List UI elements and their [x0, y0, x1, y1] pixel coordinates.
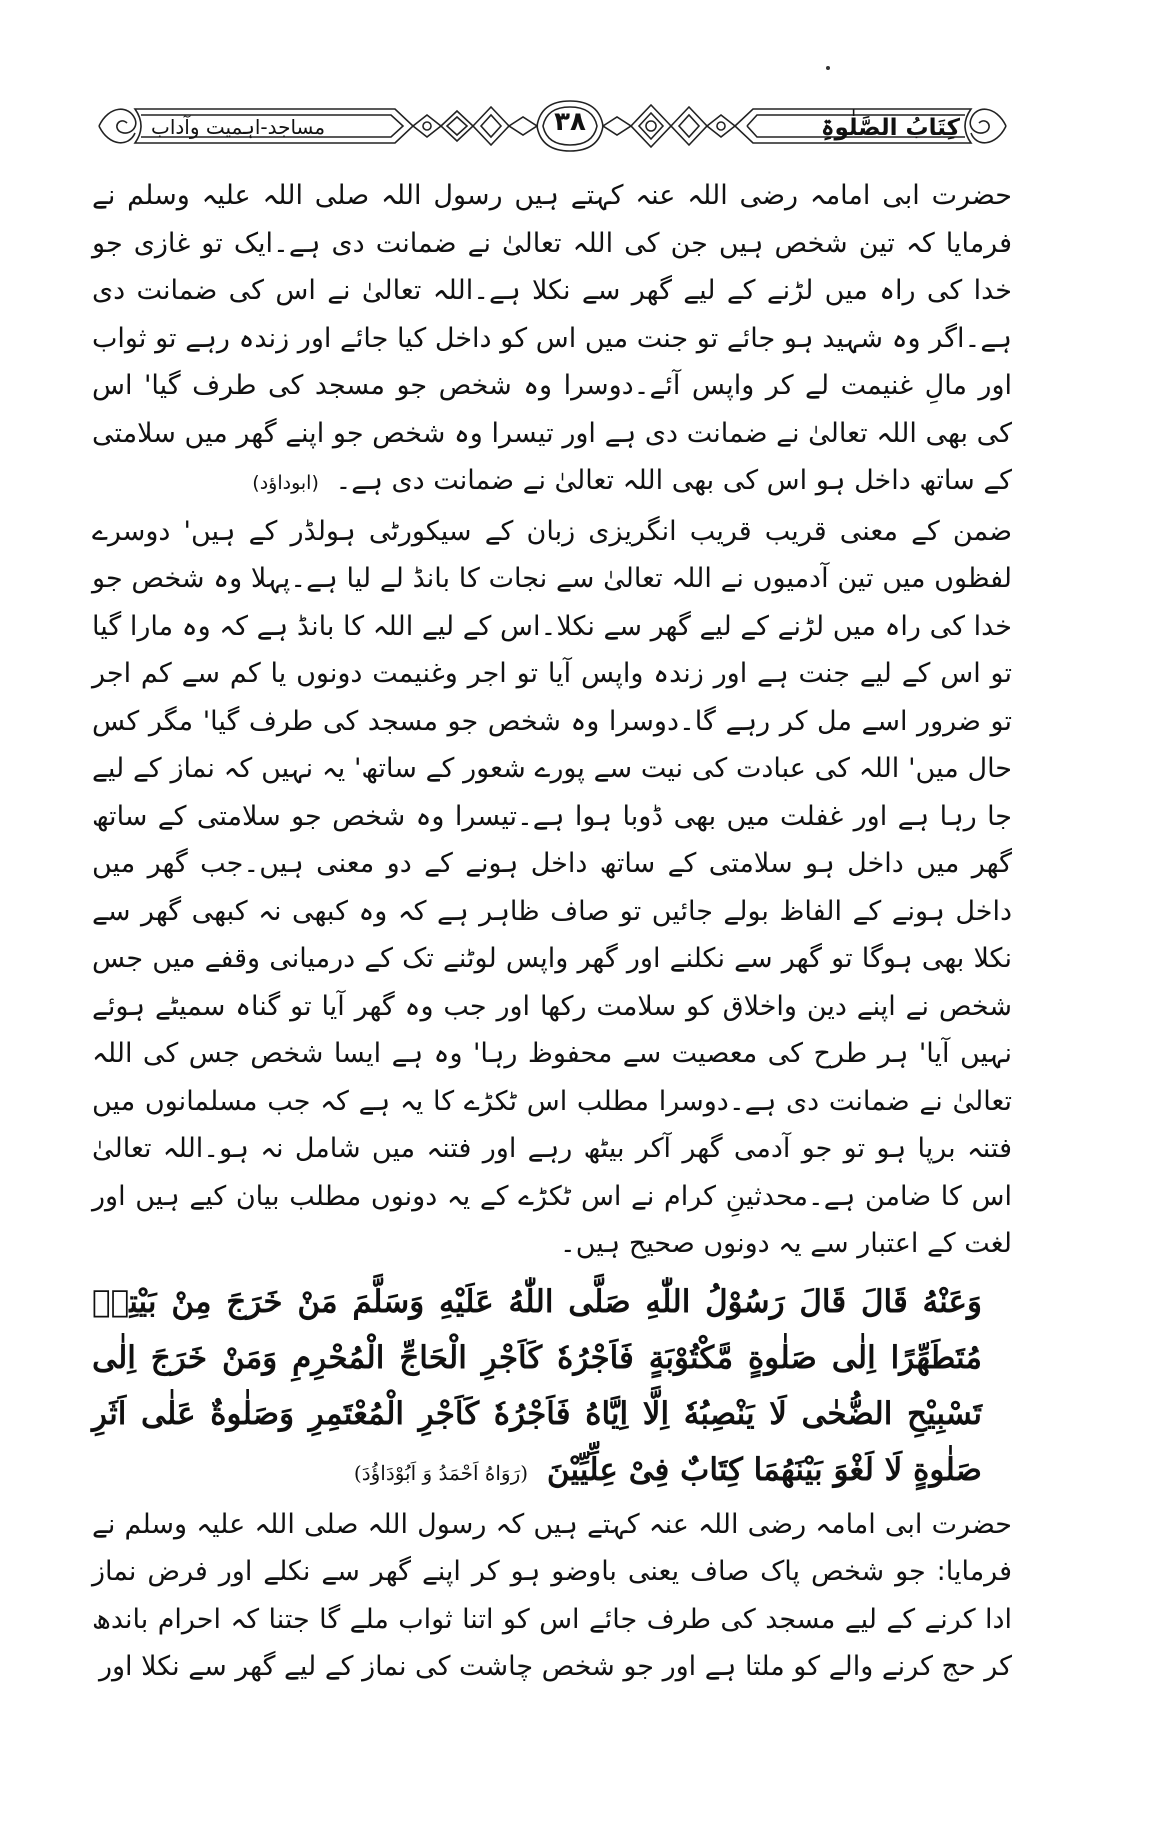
page-number: ۳۸ [554, 107, 586, 137]
print-speck [826, 66, 830, 70]
explanation-paragraph [92, 508, 1012, 1268]
reference: (ابوداؤد) [252, 472, 319, 494]
paragraph-text: حضرت ابی امامہ رضی اللہ عنہ کہتے ہیں رسول اللہ صلی اللہ علیہ وسلم نے فرمایا کہ تین شخص ہیں جن کی اللہ تعالیٰ نے ضمانت دی ہے۔ایک تو غازی جو خدا کی راہ میں لڑنے کے لیے گھر سے نکلا ہے۔اللہ تعالیٰ نے اس کی ضمانت دی ہے۔اگر وہ شہید ہو جائے تو جنت میں اس کو داخل کیا جائے اور زندہ رہے تو ثواب اور مالِ غنیمت لے کر واپس آئے۔دوسرا وہ شخص جو مسجد کی طرف گیا' اس کی بھی اللہ تعالیٰ نے ضمانت دی ہے اور تیسرا وہ شخص جو اپنے گھر میں سلامتی کے ساتھ داخل ہو اس کی بھی اللہ تعالیٰ نے ضمانت دی ہے۔ [92, 180, 1012, 496]
reference: (رَوَاهُ اَحْمَدُ وَ اَبُوْدَاؤُدَ) [353, 1460, 529, 1485]
arabic-hadith [92, 1274, 1012, 1501]
chapter-title: مساجد-اہمیت وآداب [151, 115, 326, 139]
page-header [95, 95, 1010, 157]
book-title: کِتَابُ الصَّلٰوۃِ [821, 115, 960, 141]
page-body [92, 172, 1012, 1691]
paragraph-text: حضرت ابی امامہ رضی اللہ عنہ کہتے ہیں کہ رسول اللہ صلی اللہ علیہ وسلم نے فرمایا: جو شخص پاک صاف یعنی باوضو ہو کر اپنے گھر سے نکلے اور فرض نماز ادا کرنے کے لیے مسجد کی طرف جائے اس کو اتنا ثواب ملے گا جتنا کہ احرام باندھ کر حج کرنے والے کو ملتا ہے اور جو شخص چاشت کی نماز کے لیے گھر سے نکلا اور [92, 1508, 1012, 1682]
translation-paragraph [92, 1501, 1012, 1691]
hadith-paragraph [92, 172, 1012, 508]
paragraph-text: ضمن کے معنی قریب قریب انگریزی زبان کے سیکورٹی ہولڈر کے ہیں' دوسرے لفظوں میں تین آدمیوں نے اللہ تعالیٰ سے نجات کا بانڈ لے لیا ہے۔پہلا وہ شخص جو خدا کی راہ میں لڑنے کے لیے گھر سے نکلا۔اس کے لیے اللہ کا بانڈ ہے کہ وہ مارا گیا تو اس کے لیے جنت ہے اور زندہ واپس آیا تو اجر وغنیمت دونوں یا کم سے کم اجر تو ضرور اسے مل کر رہے گا۔دوسرا وہ شخص جو مسجد کی طرف گیا' مگر کس حال میں' اللہ کی عبادت کی نیت سے پورے شعور کے ساتھ' یہ نہیں کہ نماز کے لیے جا رہا ہے اور غفلت میں بھی ڈوبا ہوا ہے۔تیسرا وہ شخص جو سلامتی کے ساتھ گھر میں داخل ہو سلامتی کے ساتھ داخل ہونے کے دو معنی ہیں۔جب گھر میں داخل ہونے کے الفاظ بولے جائیں تو صاف ظاہر ہے کہ وہ کبھی نہ کبھی گھر سے نکلا بھی ہوگا تو گھر سے نکلنے اور گھر واپس لوٹنے تک کے درمیانی وقفے میں جس شخص نے اپنے دین واخلاق کو سلامت رکھا اور جب وہ گھر آیا تو گناہ سمیٹے ہوئے نہیں آیا' ہر طرح کی معصیت سے محفوظ رہا' وہ ہے ایسا شخص جس کی اللہ تعالیٰ نے ضمانت دی ہے۔دوسرا مطلب اس ٹکڑے کا یہ ہے کہ جب مسلمانوں میں فتنہ برپا ہو تو جو آدمی گھر آکر بیٹھ رہے اور فتنہ میں شامل نہ ہو۔اللہ تعالیٰ اس کا ضامن ہے۔محدثینِ کرام نے اس ٹکڑے کے یہ دونوں مطلب بیان کیے ہیں اور لغت کے اعتبار سے یہ دونوں صحیح ہیں۔ [92, 515, 1012, 1259]
arabic-text: وَعَنْهُ قَالَ قَالَ رَسُوْلُ اللّٰهِ صَلَّى اللّٰهُ عَلَيْهِ وَسَلَّمَ مَنْ خَرَجَ مِنْ بَيْتِهٖ مُتَطَهِّرًا اِلٰى صَلٰوةٍ مَّكْتُوْبَةٍ فَاَجْرُهٗ كَاَجْرِ الْحَاجِّ الْمُحْرِمِ وَمَنْ خَرَجَ اِلٰى تَسْبِيْحِ الضُّحٰى لَا يَنْصِبُهٗ اِلَّا اِيَّاهُ فَاَجْرُهٗ كَاَجْرِ الْمُعْتَمِرِ وَصَلٰوةٌ عَلٰى اَثَرِ صَلٰوةٍ لَا لَغْوَ بَيْنَهُمَا كِتَابٌ فِىْ عِلِّيِّيْنَ [92, 1283, 982, 1488]
